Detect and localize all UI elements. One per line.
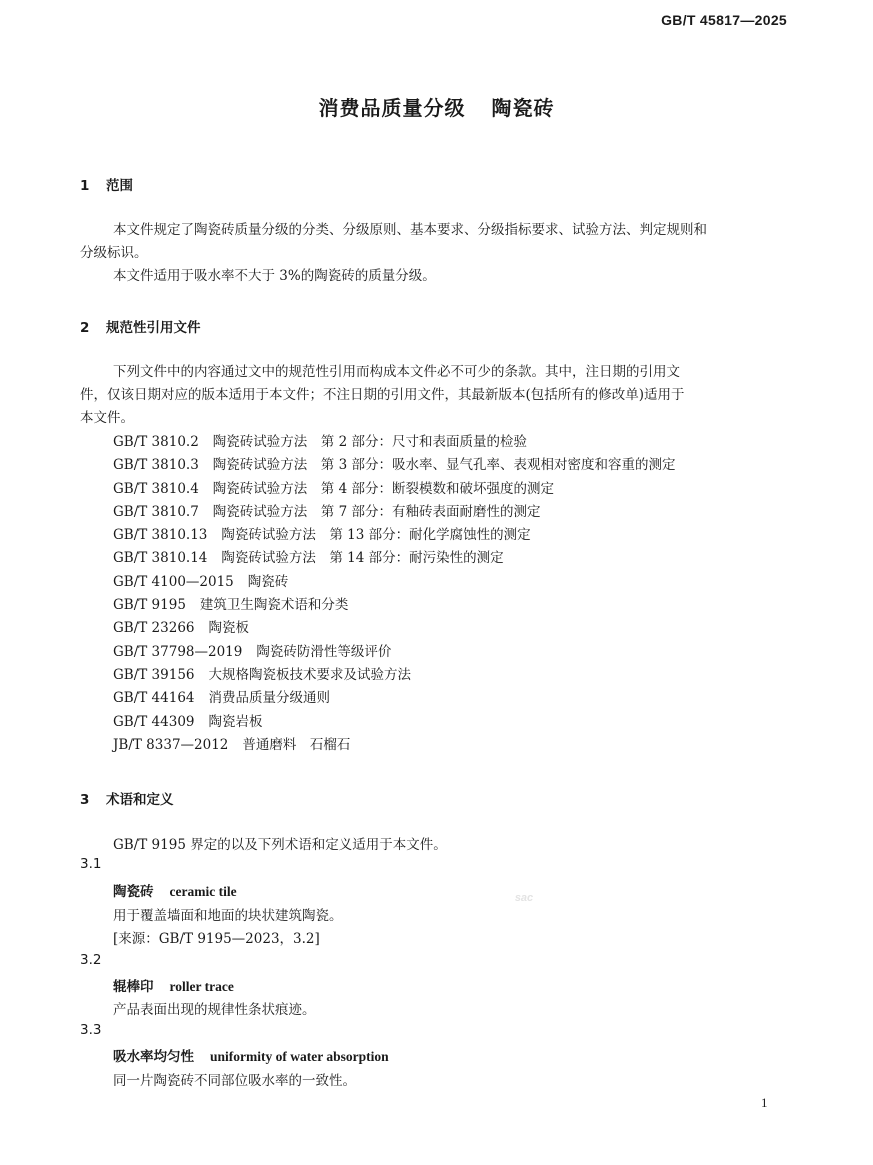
term-name (113, 1045, 389, 1065)
section-number: 1 (80, 178, 90, 194)
reference-code: GB/T 44164 (113, 690, 195, 707)
reference-item (113, 594, 675, 617)
reference-item (113, 547, 675, 570)
term-definition: 用于覆盖墙面和地面的块状建筑陶瓷。 (113, 908, 343, 924)
reference-title: 陶瓷砖试验方法 第 14 部分：耐污染性的测定 (221, 550, 504, 567)
section-title: 术语和定义 (106, 792, 174, 808)
section-number: 3 (80, 792, 90, 808)
reference-code: GB/T 44309 (113, 713, 195, 730)
page-title (0, 92, 873, 121)
reference-code: GB/T 3810.7 (113, 503, 199, 520)
section-1-heading (80, 174, 133, 194)
reference-item (113, 617, 675, 640)
term-definition: 产品表面出现的规律性条状痕迹。 (113, 1002, 316, 1018)
reference-code: GB/T 39156 (113, 666, 195, 683)
term-name-en: roller trace (169, 979, 234, 994)
reference-item (113, 571, 675, 594)
reference-title: 大规格陶瓷板技术要求及试验方法 (208, 666, 411, 683)
section-title: 规范性引用文件 (106, 320, 201, 336)
reference-item (113, 734, 675, 757)
reference-code: GB/T 9195 (113, 597, 186, 614)
section-3-heading (80, 788, 174, 808)
term-name (113, 975, 234, 995)
term-definition: 同一片陶瓷砖不同部位吸水率的一致性。 (113, 1073, 356, 1089)
term-name-zh: 辊棒印 (113, 979, 154, 995)
reference-title: 普通磨料 石榴石 (242, 736, 351, 753)
reference-title: 消费品质量分级通则 (208, 690, 330, 707)
references-paragraph-line-2: 件，仅该日期对应的版本适用于本文件；不注日期的引用文件，其最新版本(包括所有的修改单)适用于 (80, 387, 685, 403)
reference-item (113, 664, 675, 687)
reference-title: 陶瓷砖试验方法 第 2 部分：尺寸和表面质量的检验 (212, 434, 527, 450)
reference-item (113, 501, 675, 524)
reference-title: 陶瓷砖 (247, 573, 289, 590)
term-name-en: ceramic tile (169, 884, 237, 899)
term-name-en: uniformity of water absorption (210, 1049, 389, 1064)
term-name-zh: 吸水率均匀性 (113, 1049, 194, 1065)
term-source: [来源：GB/T 9195—2023，3.2] (113, 931, 320, 947)
reference-item (113, 641, 675, 664)
watermark-logo: sac (514, 892, 534, 904)
section-1-body (80, 219, 792, 288)
section-title: 范围 (106, 178, 133, 194)
references-paragraph-line-3: 本文件。 (80, 410, 134, 426)
scope-paragraph-line-2: 分级标识。 (80, 245, 148, 261)
section-2-heading (80, 316, 201, 336)
reference-title: 陶瓷砖试验方法 第 3 部分：吸水率、显气孔率、表观相对密度和容重的测定 (212, 457, 676, 474)
document-number: GB/T 45817—2025 (661, 12, 787, 28)
reference-code: GB/T 3810.13 (113, 527, 208, 544)
reference-title: 陶瓷砖试验方法 第 13 部分：耐化学腐蚀性的测定 (221, 527, 531, 544)
reference-title: 建筑卫生陶瓷术语和分类 (199, 597, 349, 614)
reference-code: GB/T 3810.14 (113, 550, 208, 567)
reference-code: GB/T 3810.4 (113, 480, 199, 497)
section-2-body (80, 361, 792, 430)
term-number: 3.1 (80, 856, 102, 872)
reference-code: JB/T 8337—2012 (113, 736, 229, 753)
reference-title: 陶瓷岩板 (208, 713, 263, 730)
term-name (113, 880, 237, 900)
scope-paragraph-2: 本文件适用于吸水率不大于 3%的陶瓷砖的质量分级。 (113, 268, 436, 284)
term-name-zh: 陶瓷砖 (113, 884, 154, 900)
reference-code: GB/T 4100—2015 (113, 573, 234, 590)
section-number: 2 (80, 320, 90, 336)
reference-title: 陶瓷板 (208, 620, 249, 637)
reference-code: GB/T 3810.2 (113, 434, 199, 450)
page-number: 1 (761, 1095, 768, 1110)
reference-item (113, 711, 675, 734)
term-number: 3.3 (80, 1022, 102, 1038)
reference-code: GB/T 3810.3 (113, 457, 199, 474)
reference-item (113, 478, 675, 501)
reference-item (113, 687, 675, 710)
reference-title: 陶瓷砖试验方法 第 7 部分：有釉砖表面耐磨性的测定 (212, 503, 541, 520)
reference-item (113, 524, 675, 547)
references-paragraph-line-1: 下列文件中的内容通过文中的规范性引用而构成本文件必不可少的条款。其中，注日期的引用文 (113, 364, 680, 380)
reference-title: 陶瓷砖试验方法 第 4 部分：断裂模数和破坏强度的测定 (212, 480, 554, 497)
reference-code: GB/T 37798—2019 (113, 643, 243, 660)
reference-code: GB/T 23266 (113, 620, 195, 637)
scope-paragraph-line-1: 本文件规定了陶瓷砖质量分级的分类、分级原则、基本要求、分级指标要求、试验方法、判定规则和 (113, 222, 707, 238)
title-main: 消费品质量分级 (318, 96, 466, 120)
term-number: 3.2 (80, 952, 102, 968)
terms-intro: GB/T 9195 界定的以及下列术语和定义适用于本文件。 (113, 837, 447, 853)
reference-title: 陶瓷砖防滑性等级评价 (256, 643, 392, 660)
title-sub: 陶瓷砖 (491, 96, 555, 120)
normative-references-list (113, 431, 675, 757)
reference-item (113, 431, 675, 454)
reference-item (113, 454, 675, 477)
